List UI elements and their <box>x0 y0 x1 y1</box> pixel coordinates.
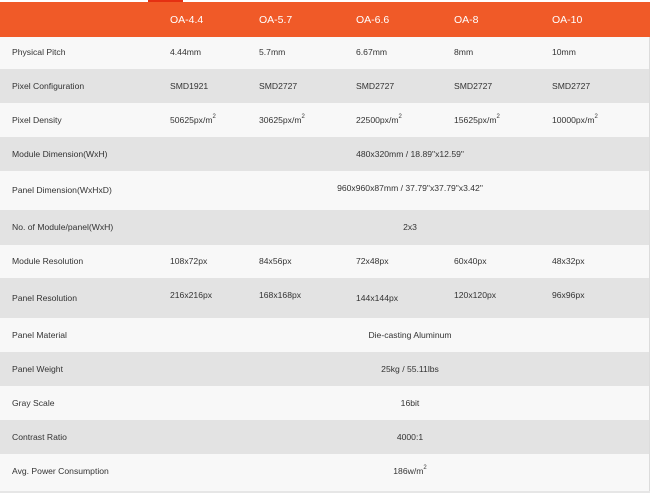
cell-value: 84x56px <box>259 256 292 266</box>
row-label: Gray Scale <box>12 398 55 408</box>
row-label: Panel Material <box>12 330 67 340</box>
row-label: Panel Resolution <box>12 293 77 303</box>
row-label: Panel Dimension(WxHxD) <box>12 185 112 195</box>
cell-value: SMD2727 <box>552 81 591 91</box>
cell-value: SMD1921 <box>170 81 209 91</box>
cell-value: 48x32px <box>552 256 585 266</box>
merged-cell-value: Die-casting Aluminum <box>368 330 452 340</box>
cell-value: 8mm <box>454 47 474 57</box>
row-label: Module Resolution <box>12 256 84 266</box>
cell-value: 5.7mm <box>259 47 286 57</box>
cell-value: SMD2727 <box>454 81 493 91</box>
merged-cell-value: 2x3 <box>403 222 417 232</box>
table-row-module-resolution <box>0 245 650 278</box>
cell-value: 108x72px <box>170 256 208 266</box>
merged-cell-value: 4000:1 <box>396 432 424 442</box>
table-row-panel-resolution <box>0 278 650 318</box>
cell-value: 6.67mm <box>356 47 388 57</box>
cell-value: 120x120px <box>454 290 497 300</box>
merged-cell-value: $186w/m^2$ <box>393 465 427 476</box>
cell-value: $15625px/m^2$ <box>454 114 500 125</box>
cell-value: $22500px/m^2$ <box>356 114 402 125</box>
header-model-5: OA-10 <box>552 14 583 26</box>
row-label: Avg. Power Consumption <box>12 466 109 476</box>
cell-value: SMD2727 <box>356 81 395 91</box>
cell-value: $30625px/m^2$ <box>259 114 305 125</box>
table-row-physical-pitch <box>0 37 650 69</box>
row-label: Pixel Configuration <box>12 81 85 91</box>
cell-value: 10mm <box>552 47 576 57</box>
row-label: Panel Weight <box>12 364 63 374</box>
table-row-contrast-ratio <box>0 420 650 454</box>
table-row-module-dimension <box>0 137 650 171</box>
table-row-panel-dimension <box>0 171 650 210</box>
header-model-4: OA-8 <box>454 14 479 26</box>
table-row-gray-scale <box>0 386 650 420</box>
table-row-panel-weight <box>0 352 650 386</box>
row-label: Contrast Ratio <box>12 432 67 442</box>
row-label: Pixel Density <box>12 115 62 125</box>
row-label: Physical Pitch <box>12 47 66 57</box>
cell-value: 72x48px <box>356 256 389 266</box>
cell-value: SMD2727 <box>259 81 298 91</box>
cell-value: 216x216px <box>170 290 213 300</box>
table-row-pixel-density <box>0 103 650 137</box>
merged-cell-value: 25kg / 55.11lbs <box>381 364 439 374</box>
row-label: No. of Module/panel(WxH) <box>12 222 114 232</box>
merged-cell-value: 16bit <box>400 398 420 408</box>
table-header-row <box>0 2 650 37</box>
header-model-1: OA-4.4 <box>170 14 204 26</box>
merged-cell-value: 960x960x87mm / 37.79"x37.79"x3.42" <box>337 183 483 193</box>
cell-value: $50625px/m^2$ <box>170 114 216 125</box>
cell-value: 96x96px <box>552 290 585 300</box>
header-model-3: OA-6.6 <box>356 14 390 26</box>
table-row-panel-material <box>0 318 650 352</box>
merged-cell-value: 480x320mm / 18.89"x12.59" <box>356 149 464 159</box>
header-model-2: OA-5.7 <box>259 14 293 26</box>
cell-value: 60x40px <box>454 256 487 266</box>
table-row-power-consumption <box>0 454 650 491</box>
cell-value: 144x144px <box>356 293 399 303</box>
table-row-module-count <box>0 210 650 245</box>
table-row-pixel-configuration <box>0 69 650 103</box>
cell-value: 4.44mm <box>170 47 202 57</box>
row-label: Module Dimension(WxH) <box>12 149 108 159</box>
cell-value: $10000px/m^2$ <box>552 114 598 125</box>
cell-value: 168x168px <box>259 290 302 300</box>
